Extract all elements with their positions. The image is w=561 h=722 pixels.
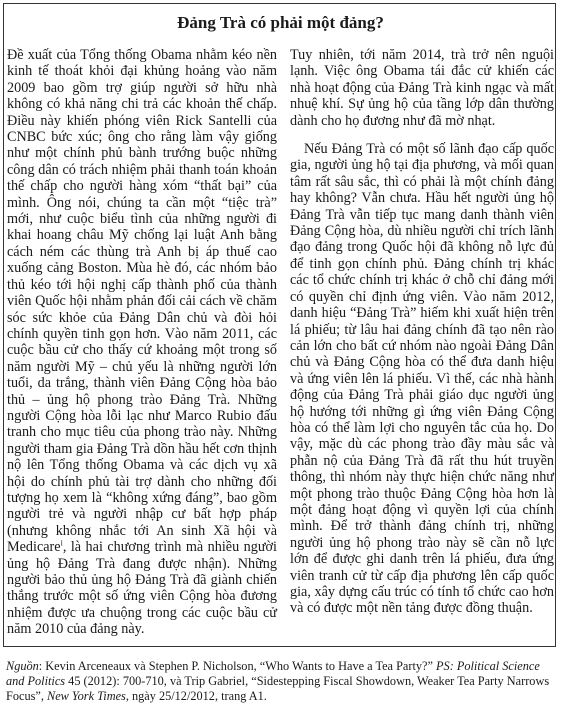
right-paragraph-2: Nếu Đảng Trà có một số lãnh đạo cấp quốc gia, người ủng hộ tại địa phương, và mối quan tâm rất sâu sắc, thì có phải là một chính đảng hay không? Vẫn chưa. Hầu hết người ủng hộ Đảng Trà vẫn tiếp tục mang danh thành viên Đảng Cộng hòa, dù nhiều người chỉ trích lãnh đạo đảng trong Quốc hội đã không nỗ lực đủ để tinh gọn chính phủ. Đảng chính trị khác các tổ chức chính trị khác ở chỗ chỉ đảng mới có quyền chỉ định ứng viên. Vào năm 2012, danh hiệu “Đảng Trà” hiếm khi xuất hiện trên lá phiếu; từ lâu hai đảng chính đã tạo nên rào cản lớn cho bất cứ nhóm nào ngoài Đảng Dân chủ và Đảng Cộng hòa có thể đưa danh hiệu và ứng viên lên lá phiếu. Vì thế, các nhà hành động của Đảng Trà phải giáo dục người ủng hộ hướng tới những gì ứng viên Đảng Cộng hòa có thể làm lợi cho nguyên tắc của họ. Do vậy, mặc dù các phong trào đầy màu sắc và phẫn nộ của Đảng Trà đã rất thu hút truyền thông, thì nhóm này thực hiện chức năng như một phong trào thuộc Đảng Cộng hòa hơn là một đảng hoạt động vì quyền lợi của chính mình. Để trở thành đảng chính trị, những người ủng hộ phong trào này sẽ cần nỗ lực lớn để được ghi danh trên lá phiếu, đưa ứng viên tranh cử từ cấp địa phương lên cấp quốc gia, xây dựng cấu trúc có tính tổ chức cao hơn và có được một nền tảng được đồng thuận. bbox=[290, 141, 554, 617]
footnote-marker: i bbox=[60, 538, 63, 548]
source-text-1: : Kevin Arceneaux và Stephen P. Nicholson, “Who Wants to Have a Tea Party?” bbox=[38, 659, 437, 673]
source-note bbox=[6, 659, 556, 705]
left-paragraph-text-2: , là hai chương trình mà nhiều người ủng hộ Đảng Trà đang được nhận). Những người bảo thủ ủng hộ Đảng Trà đã giành chiến thắng trước một số ứng viên Cộng hòa đương nhiệm được ưa chuộng trong các cuộc bầu cử năm 2010 của đảng này. bbox=[7, 539, 277, 638]
source-journal: PS: Political Science and Politics bbox=[6, 659, 540, 689]
left-paragraph-text-1: Đề xuất của Tổng thống Obama nhằm kéo nền kinh tế thoát khỏi đại khủng hoảng vào năm 2009 bao gồm trợ giúp người sở hữu nhà không có khả năng chi trả các khoản thế chấp. Điều này khiến phóng viên Rick Santelli của CNBC bức xúc; ông cho rằng làm vậy giống như một chính phủ bành trướng buộc những công dân có trách nhiệm phải thanh toán khoản thế chấp cho người hàng xóm “thất bại” của mình. Ông nói, chúng ta cần một “tiệc trà” mới, như cuộc biểu tình của những người đi khai hoang châu Mỹ chống lại luật Anh bằng cách ném các thùng trà Anh bị áp thuế cao xuống cảng Boston. Mùa hè đó, các nhóm bảo thủ kéo tới hội nghị cấp thành phố của thành viên Quốc hội nhằm phản đối cải cách về chăm sóc sức khỏe của Đảng Dân chủ và đòi hỏi chính quyền tinh gọn hơn. Vào năm 2011, các cuộc bầu cử cho thấy cứ khoảng một trong số năm người Mỹ – chủ yếu là những người lớn tuổi, da trắng, thành viên Đảng Cộng hòa bảo thủ – ủng hộ phong trào Đảng Trà. Những người Cộng hòa lỗi lạc như Marco Rubio đấu tranh cho mục tiêu của phong trào này. Những người tham gia Đảng Trà dồn hầu hết cơn thịnh nộ lên Tổng thống Obama và các dịch vụ xã hội do chính phủ tài trợ dành cho những đối tượng họ xem là “không xứng đáng”, bao gồm người trẻ và người nhập cư bất hợp pháp (nhưng không nhắc tới An sinh Xã hội và Medicare bbox=[7, 47, 277, 556]
article-title: Đảng Trà có phải một đảng? bbox=[177, 13, 384, 32]
source-label: Nguồn bbox=[6, 659, 39, 673]
right-paragraph-1: Tuy nhiên, tới năm 2014, trà trở nên nguội lạnh. Việc ông Obama tái đắc cử khiến các nhà hoạt động của Đảng Trà kinh ngạc và mất nhuệ khí. Sự ủng hộ của tầng lớp dân thường dành cho họ đương như đã mờ nhạt. bbox=[290, 47, 554, 129]
left-paragraph bbox=[7, 47, 277, 638]
source-text-3: , ngày 25/12/2012, trang A1. bbox=[125, 689, 267, 704]
source-text-2: 45 (2012): 700-710, và Trip Gabriel, “Sidestepping Fiscal Showdown, Weaker Tea Party Narrows Focus”, bbox=[6, 674, 550, 704]
article-box bbox=[3, 3, 556, 647]
source-newspaper: New York Times bbox=[47, 689, 126, 704]
left-column bbox=[7, 47, 277, 638]
right-column bbox=[290, 47, 554, 617]
